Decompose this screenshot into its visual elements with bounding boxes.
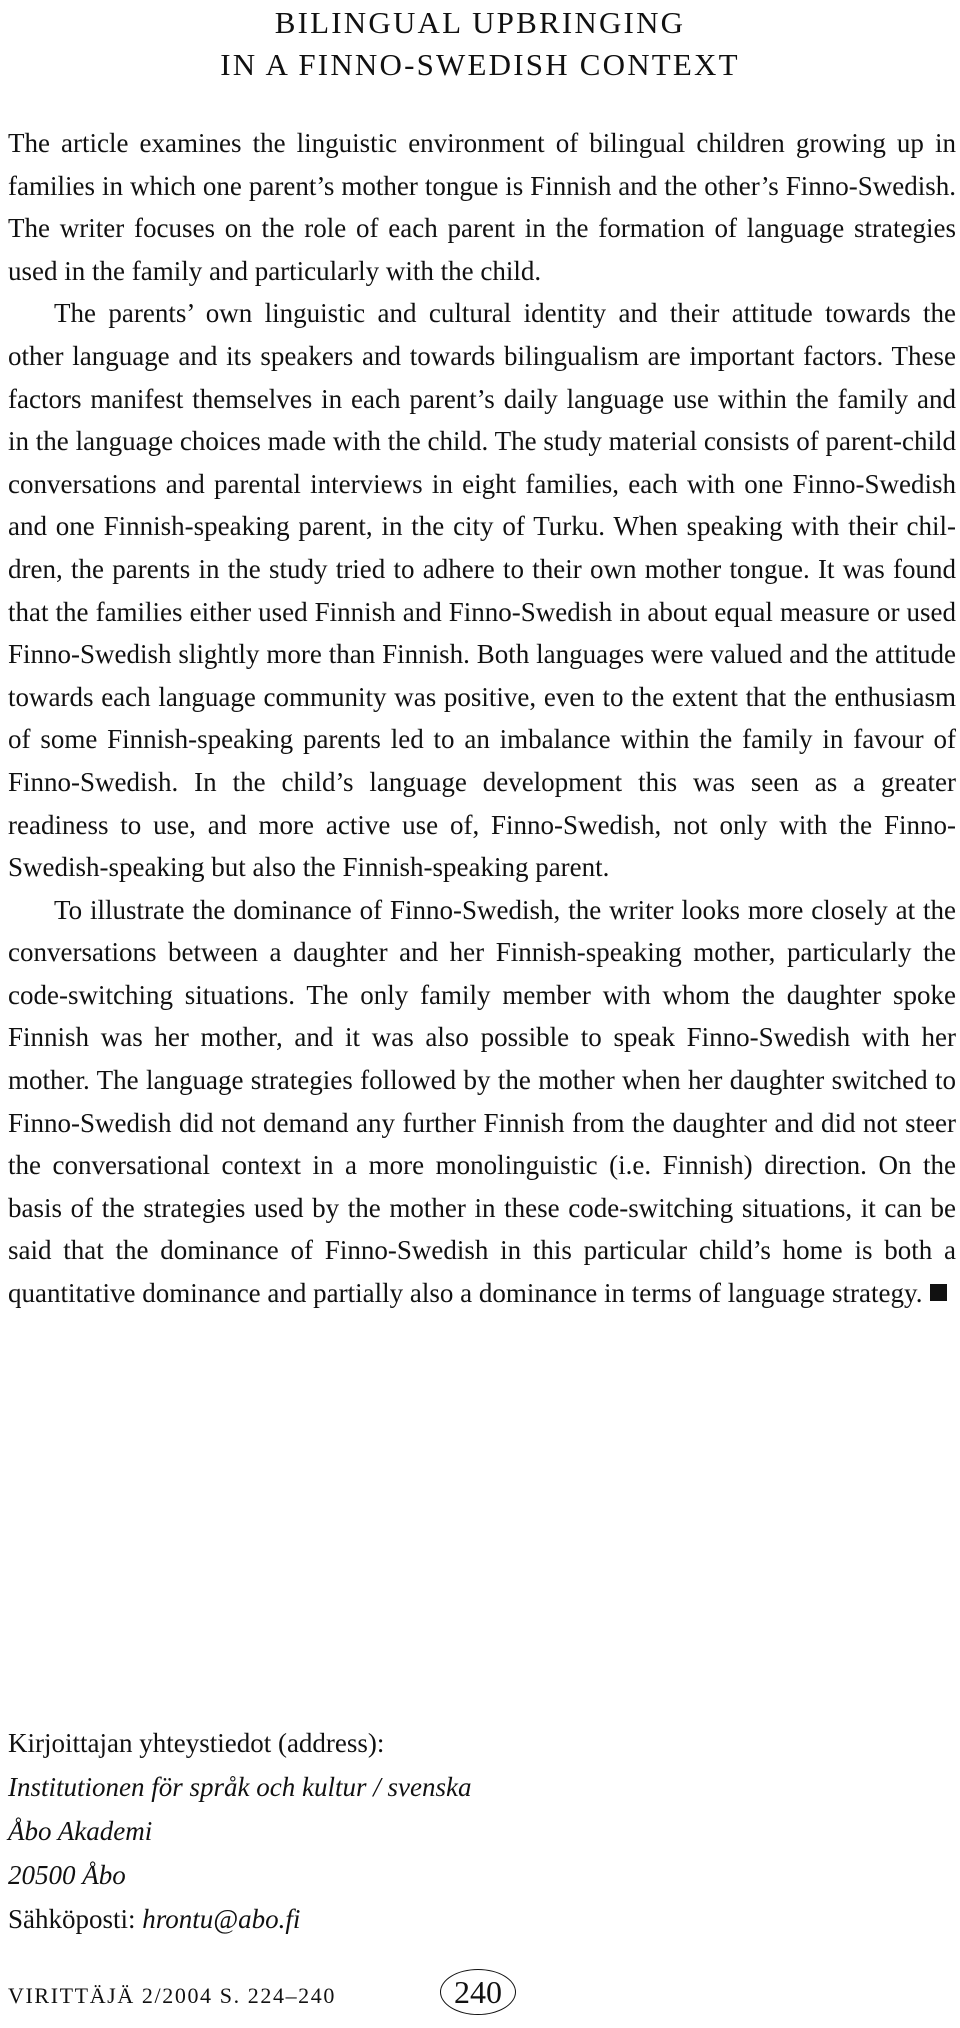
end-mark-square-icon bbox=[930, 1284, 947, 1301]
title-line-1: BILINGUAL UPBRINGING bbox=[274, 5, 686, 40]
abstract-body bbox=[8, 122, 956, 1315]
address-email-line bbox=[8, 1897, 908, 1941]
address-postal: 20500 Åbo bbox=[8, 1860, 126, 1890]
address-institution: Institutionen för språk och kultur / svenska bbox=[8, 1772, 472, 1802]
email-label: Sähköposti: bbox=[8, 1904, 143, 1934]
article-title bbox=[0, 2, 960, 86]
address-heading: Kirjoittajan yhteystiedot (address): bbox=[8, 1728, 385, 1758]
page-number: 240 bbox=[440, 1969, 516, 2015]
abstract-paragraph-1: The article examines the linguistic environment of bilingual children growing up in families in which one parent’s mother tongue is Finnish and the other’s Finno-Swedish. The writer focuses on the role of each parent in the formation of language strategies used in the family and particularly with the child. bbox=[8, 128, 956, 286]
journal-citation: VIRITTÄJÄ 2/2004 S. 224–240 bbox=[8, 1983, 336, 2008]
title-line-2: IN A FINNO-SWEDISH CONTEXT bbox=[220, 47, 740, 82]
abstract-paragraph-2: The parents’ own linguistic and cultural identity and their attitude towards the other language and its speakers and towards bilingualism are important factors. These factors manifest themselves in each parent’s daily language use within the family and in the language choices made with the child. The study material consists of parent-child conversations and parental interviews in eight families, each with one Finno-Swedish and one Finnish-speaking parent, in the city of Turku. When speaking with their children, the parents in the study tried to adhere to their own mother tongue. It was found that the families either used Finnish and Finno-Swedish in about equal measure or used Finno-Swedish slightly more than Finnish. Both languages were valued and the attitude towards each language community was positive, even to the extent that the enthusiasm of some Finnish-speaking parents led to an imbalance within the family in favour of Finno-Swedish. In the child’s language development this was seen as a greater readiness to use, and more active use of, Finno-Swedish, not only with the Finno-Swedish-speaking but also the Finnish-speaking parent. bbox=[8, 298, 956, 883]
abstract-paragraph-3-text: To illustrate the dominance of Finno-Swedish, the writer looks more closely at the conversations between a daughter and her Finnish-speaking mother, particularly the code-switching situations. The only family member with whom the daughter spoke Finnish was her mother, and it was also possible to speak Finno-Swedish with her mother. The language strategies followed by the mother when her daughter switched to Finno-Swedish did not demand any further Finnish from the daughter and did not steer the conversational context in a more monolinguistic (i.e. Finnish) direction. On the basis of the strategies used by the mother in these code-switching situations, it can be said that the dominance of Finno-Swedish in this particular child’s home is both a quantitative dominance and partially also a dominance in terms of language strategy. bbox=[8, 894, 956, 1309]
abstract-paragraph-3 bbox=[8, 889, 956, 1315]
address-university: Åbo Akademi bbox=[8, 1816, 153, 1846]
author-address bbox=[8, 1721, 908, 1941]
email-address: hrontu@abo.fi bbox=[142, 1904, 301, 1934]
